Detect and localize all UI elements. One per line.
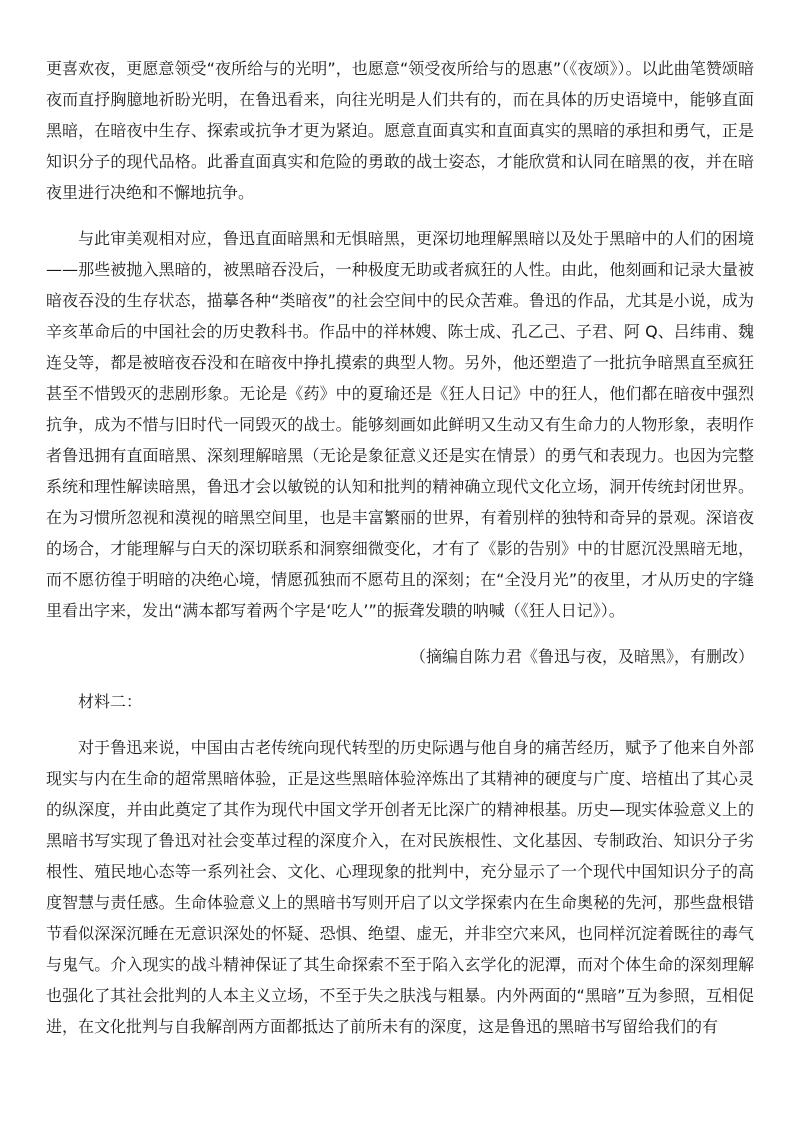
document-page <box>46 53 754 1042</box>
paragraph-2: 与此审美观相对应，鲁迅直面暗黑和无惧暗黑，更深切地理解黑暗以及处于黑暗中的人们的困境——那些被抛入黑暗的，被黑暗吞没后，一种极度无助或者疯狂的人性。由此，他刻画和记录大量被暗夜吞没的生存状态，描摹各种“类暗夜”的社会空间中的民众苦难。鲁迅的作品，尤其是小说，成为辛亥革命后的中国社会的历史教科书。作品中的祥林嫂、陈士成、孔乙己、子君、阿 Q、吕纬甫、魏连殳等，都是被暗夜吞没和在暗夜中挣扎摸索的典型人物。另外，他还塑造了一批抗争暗黑直至疯狂甚至不惜毁灭的悲剧形象。无论是《药》中的夏瑜还是《狂人日记》中的狂人，他们都在暗夜中强烈抗争，成为不惜与旧时代一同毁灭的战士。能够刻画如此鲜明又生动又有生命力的人物形象，表明作者鲁迅拥有直面暗黑、深刻理解暗黑（无论是象征意义还是实在情景）的勇气和表现力。也因为完整系统和理性解读暗黑，鲁迅才会以敏锐的认知和批判的精神确立现代文化立场，洞开传统封闭世界。在为习惯所忽视和漠视的暗黑空间里，也是丰富繁丽的世界，有着别样的独特和奇异的景观。深谙夜的场合，才能理解与白天的深切联系和洞察细微变化，才有了《影的告别》中的甘愿沉没黑暗无地，而不愿彷徨于明暗的决绝心境，情愿孤独而不愿苟且的深刻；在“全没月光”的夜里，才从历史的字缝里看出字来，发出“满本都写着两个字是‘吃人’”的振聋发聩的呐喊（《狂人日记》）。 <box>46 229 754 620</box>
paragraph-1: 更喜欢夜，更愿意领受“夜所给与的光明”，也愿意“领受夜所给与的恩惠”（《夜颂》）。以此曲笔赞颂暗夜而直抒胸臆地祈盼光明，在鲁迅看来，向往光明是人们共有的，而在具体的历史语境中，能够直面黑暗，在暗夜中生存、探索或抗争才更为紧迫。愿意直面真实和直面真实的黑暗的承担和勇气，正是知识分子的现代品格。此番直面真实和危险的勇敢的战士姿态，才能欣赏和认同在暗黑的夜，并在暗夜里进行决绝和不懈地抗争。 <box>46 59 754 202</box>
section-heading-material-2: 材料二： <box>78 692 143 711</box>
source-citation: （摘编自陈力君《鲁迅与夜，及暗黑》，有删改） <box>409 647 754 666</box>
paragraph-3: 对于鲁迅来说，中国由古老传统向现代转型的历史际遇与他自身的痛苦经历，赋予了他来自外部现实与内在生命的超常黑暗体验，正是这些黑暗体验淬炼出了其精神的硬度与广度、培植出了其心灵的纵深度，并由此奠定了其作为现代中国文学开创者无比深广的精神根基。历史—现实体验意义上的黑暗书写实现了鲁迅对社会变革过程的深度介入，在对民族根性、文化基因、专制政治、知识分子劣根性、殖民地心态等一系列社会、文化、心理现象的批判中，充分显示了一个现代中国知识分子的高度智慧与责任感。生命体验意义上的黑暗书写则开启了以文学探索内在生命奥秘的先河，那些盘根错节看似深深沉睡在无意识深处的怀疑、恐惧、绝望、虚无，并非空穴来风，也同样沉淀着既往的毒气与鬼气。介入现实的战斗精神保证了其生命探索不至于陷入玄学化的泥潭，而对个体生命的深刻理解也强化了其社会批判的人本主义立场，不至于失之肤浅与粗暴。内外两面的“黑暗”互为参照，互相促进，在文化批判与自我解剖两方面都抵达了前所未有的深度，这是鲁迅的黑暗书写留给我们的有 <box>46 738 754 1036</box>
